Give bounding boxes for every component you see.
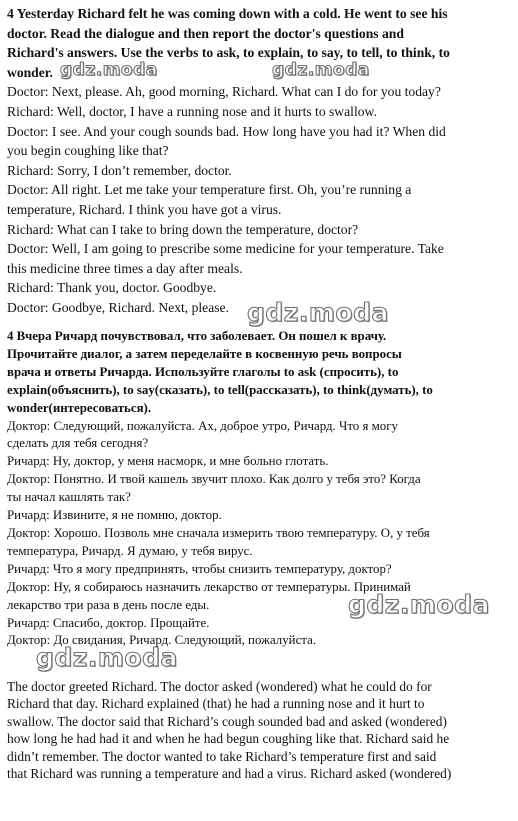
dialogue-line: Ричард: Что я могу предпринять, чтобы снизить температуру, доктор? <box>7 561 392 576</box>
dialogue-line: Доктор: Следующий, пожалуйста. Ах, доброе утро, Ричард. Что я могу <box>7 418 398 433</box>
task-line: wonder(интересоваться). <box>7 400 152 415</box>
task-line: 4 Вчера Ричард почувствовал, что заболевает. Он пошел к врачу. <box>7 329 387 343</box>
answer-line: swallow. The doctor said that Richard’s cough sounded bad and asked (wondered) <box>7 713 447 729</box>
answer-line: how long he had had it and when he had begun coughing like that. Richard said he <box>7 731 450 747</box>
dialogue-line: Richard: What can I take to bring down the temperature, doctor? <box>7 221 359 237</box>
dialogue-line: Ричард: Ну, доктор, у меня насморк, и мне больно глотать. <box>7 454 329 469</box>
task-line: doctor. Read the dialogue and then report the doctor's questions and <box>7 25 404 41</box>
dialogue-line: Ричард: Спасибо, доктор. Прощайте. <box>7 615 210 630</box>
russian-task <box>7 328 515 418</box>
dialogue-line: лекарство три раза в день после еды. <box>7 597 210 612</box>
dialogue-line: Doctor: Next, please. Ah, good morning, Richard. What can I do for you today? <box>7 84 441 100</box>
answer-line: that Richard was running a temperature and had a virus. Richard asked (wondered) <box>7 766 452 782</box>
dialogue-line: this medicine three times a day after meals. <box>7 260 243 276</box>
task-line: wonder. <box>7 64 53 80</box>
task-line: врача и ответы Ричарда. Используйте глаголы to ask (спросить), to <box>7 364 399 379</box>
dialogue-line: Doctor: Well, I am going to prescribe some medicine for your temperature. Take <box>7 241 444 257</box>
answer-line: didn’t remember. The doctor wanted to take Richard’s temperature first and said <box>7 748 437 764</box>
dialogue-line: Доктор: Понятно. И твой кашель звучит плохо. Как долго у тебя это? Когда <box>7 472 421 487</box>
dialogue-line: Richard: Thank you, doctor. Goodbye. <box>7 280 217 296</box>
watermark: gdz.moda <box>247 298 389 327</box>
dialogue-line: Richard: Well, doctor, I have a running nose and it hurts to swallow. <box>7 103 377 119</box>
answer-line: The doctor greeted Richard. The doctor asked (wondered) what he could do for <box>7 679 432 694</box>
watermark: gdz.moda <box>348 590 490 619</box>
dialogue-line: сделать для тебя сегодня? <box>7 436 149 451</box>
task-line: explain(объяснить), to say(сказать), to tell(рассказать), to think(думать), to <box>7 382 433 397</box>
watermark: gdz.moda <box>36 643 178 672</box>
dialogue-line: Ричард: Извините, я не помню, доктор. <box>7 508 222 523</box>
dialogue-line: Doctor: I see. And your cough sounds bad. How long have you had it? When did <box>7 123 446 139</box>
dialogue-line: температура, Ричард. Я думаю, у тебя вирус. <box>7 543 253 558</box>
task-line: Richard's answers. Use the verbs to ask, to explain, to say, to tell, to think, to <box>7 45 450 61</box>
dialogue-line: Richard: Sorry, I don’t remember, doctor. <box>7 162 232 178</box>
dialogue-line: Doctor: All right. Let me take your temperature first. Oh, you’re running a <box>7 182 412 198</box>
english-section <box>7 4 515 318</box>
task-line: 4 Yesterday Richard felt he was coming down with a cold. He went to see his <box>7 6 448 21</box>
dialogue-line: you begin coughing like that? <box>7 143 169 159</box>
answer-line: Richard that day. Richard explained (that) he had a running nose and it hurt to <box>7 696 425 712</box>
dialogue-line: Доктор: До свидания, Ричард. Следующий, пожалуйста. <box>7 633 317 648</box>
dialogue-line: ты начал кашлять так? <box>7 490 131 505</box>
watermark: gdz.moda <box>60 60 158 80</box>
dialogue-line: Доктор: Хорошо. Позволь мне сначала измерить твою температуру. О, у тебя <box>7 525 430 540</box>
english-dialogue <box>7 82 515 317</box>
dialogue-line: Доктор: Ну, я собираюсь назначить лекарство от температуры. Принимай <box>7 579 411 594</box>
dialogue-line: Doctor: Goodbye, Richard. Next, please. <box>7 299 229 315</box>
answer-section <box>7 678 515 782</box>
task-line: Прочитайте диалог, а затем переделайте в косвенную речь вопросы <box>7 346 402 361</box>
watermark: gdz.moda <box>272 60 370 80</box>
dialogue-line: temperature, Richard. I think you have got a virus. <box>7 201 282 217</box>
